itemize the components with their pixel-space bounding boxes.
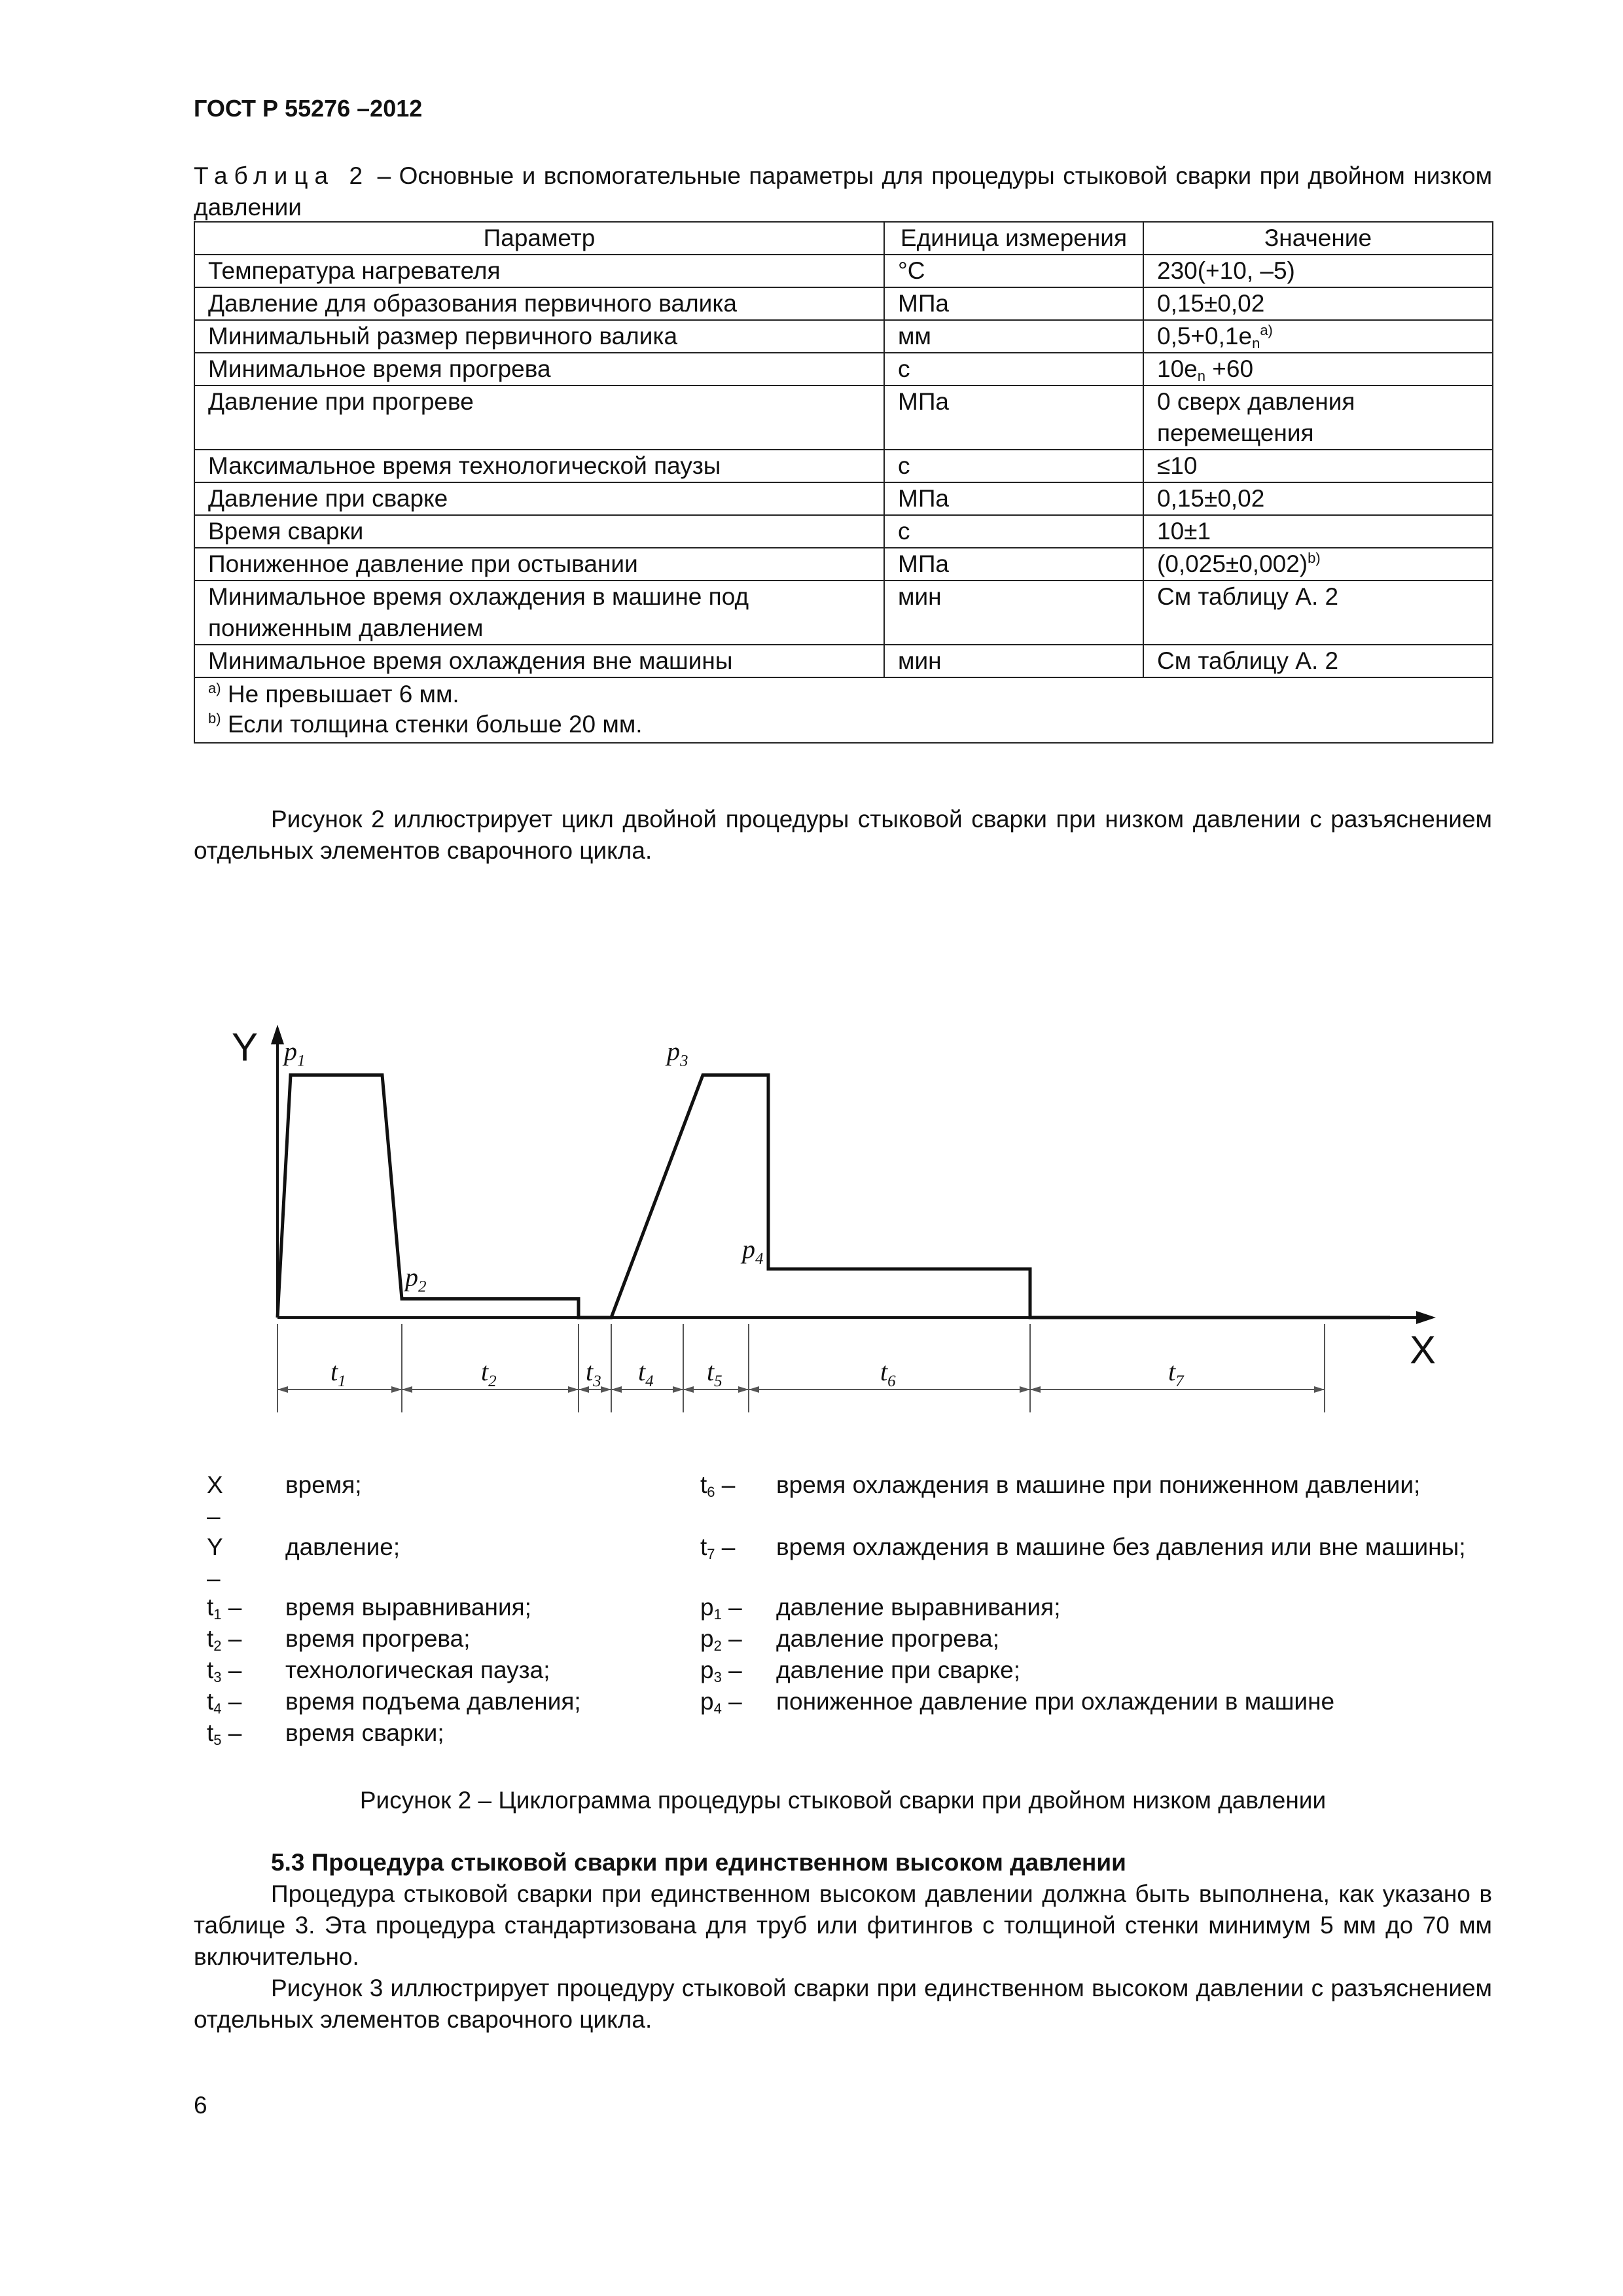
param-cell: Давление при прогреве (194, 386, 884, 450)
legend-key: $p_1$ – (700, 1594, 742, 1623)
unit-cell: с (884, 450, 1143, 482)
table-note: $^{b)}$ Если толщина стенки больше 20 мм. (208, 710, 643, 738)
dimension-arrow (579, 1386, 589, 1393)
unit-cell: МПа (884, 548, 1143, 581)
column-header: Параметр (194, 222, 884, 255)
section-5-3 (194, 1847, 1492, 2036)
legend-text: время выравнивания; (285, 1594, 531, 1621)
dimension-arrow (611, 1386, 622, 1393)
x-axis-label: X (1410, 1328, 1436, 1372)
section-heading: 5.3 Процедура стыковой сварки при единственном высоком давлении (271, 1849, 1126, 1876)
unit-cell: МПа (884, 287, 1143, 320)
column-header: Значение (1143, 222, 1493, 255)
value-cell: $(0,025\pm 0,002)^{b)}$ (1143, 548, 1493, 581)
pressure-label-p4: $p_4$ (742, 1234, 764, 1268)
value-cell: 0,15±0,02 (1143, 482, 1493, 515)
dimension-arrow (1030, 1386, 1041, 1393)
legend-key: $t_5$ – (207, 1719, 242, 1748)
dimension-arrow (1020, 1386, 1030, 1393)
legend-key: $p_3$ – (700, 1657, 742, 1685)
interval-label-t4: $t_4$ (638, 1357, 654, 1390)
legend-key: $t_7$ – (700, 1534, 736, 1562)
column-header: Единица измерения (884, 222, 1143, 255)
value-cell: 10±1 (1143, 515, 1493, 548)
unit-cell: мин (884, 645, 1143, 677)
param-cell: Давление для образования первичного валика (194, 287, 884, 320)
pressure-curve (277, 1075, 1390, 1318)
figure-caption: Рисунок 2 – Циклограмма процедуры стыковой сварки при двойном низком давлении (359, 1787, 1327, 1814)
interval-label-t5: $t_5$ (707, 1357, 722, 1390)
value-cell: ≤10 (1143, 450, 1493, 482)
legend-key: X – (207, 1471, 223, 1530)
document-header: ГОСТ Р 55276 –2012 (194, 95, 423, 122)
section-paragraph: Рисунок 3 иллюстрирует процедуру стыковой сварки при единственном высоком давлении с разъяснением отдельных элементов сварочного цикла. (194, 1975, 1492, 2033)
param-cell: Минимальный размер первичного валика (194, 320, 884, 353)
dimension-arrow (601, 1386, 611, 1393)
param-cell: Минимальное время охлаждения в машине под пониженным давлением (194, 581, 884, 645)
value-cell: $0,5+0,1e_n^{a)}$ (1143, 320, 1493, 353)
unit-cell: мин (884, 581, 1143, 645)
interval-label-t7: $t_7$ (1168, 1357, 1184, 1390)
unit-cell: МПа (884, 482, 1143, 515)
unit-cell: мм (884, 320, 1143, 353)
dimension-arrow (402, 1386, 412, 1393)
unit-cell: с (884, 353, 1143, 386)
legend-text: давление при сварке; (776, 1657, 1021, 1683)
legend-text: время подъема давления; (285, 1688, 581, 1715)
x-axis-arrow (1416, 1311, 1436, 1324)
value-cell: 230(+10, –5) (1143, 255, 1493, 287)
dimension-arrow (738, 1386, 749, 1393)
table-caption-lead: Таблица 2 (194, 162, 370, 189)
param-cell: Минимальное время охлаждения вне машины (194, 645, 884, 677)
y-axis-label: Y (232, 1025, 259, 1069)
pressure-label-p3: $p_3$ (667, 1036, 688, 1070)
table-note: $^{a)}$ Не превышает 6 мм. (208, 680, 459, 708)
legend-key: $t_4$ – (207, 1688, 242, 1717)
legend-key: $p_2$ – (700, 1625, 742, 1654)
legend-key: $t_2$ – (207, 1625, 242, 1654)
unit-cell: °C (884, 255, 1143, 287)
param-cell: Время сварки (194, 515, 884, 548)
param-cell: Минимальное время прогрева (194, 353, 884, 386)
dimension-arrow (1314, 1386, 1325, 1393)
interval-label-t6: $t_6$ (880, 1357, 896, 1390)
param-cell: Давление при сварке (194, 482, 884, 515)
legend-text: время сварки; (285, 1719, 444, 1746)
pressure-label-p2: $p_2$ (405, 1262, 427, 1296)
legend-text: давление выравнивания; (776, 1594, 1061, 1621)
legend-text: время охлаждения в машине без давления или вне машины; (776, 1534, 1466, 1560)
dimension-arrow (749, 1386, 759, 1393)
param-cell: Максимальное время технологической паузы (194, 450, 884, 482)
value-cell: $10e_n +60$ (1143, 353, 1493, 386)
legend-text: время; (285, 1471, 362, 1498)
intro-paragraph: Рисунок 2 иллюстрирует цикл двойной процедуры стыковой сварки при низком давлении с разъяснением отдельных элементов сварочного цикла. (194, 806, 1492, 864)
legend-key: $t_3$ – (207, 1657, 242, 1685)
unit-cell: с (884, 515, 1143, 548)
interval-label-t2: $t_2$ (481, 1357, 497, 1390)
interval-label-t1: $t_1$ (330, 1357, 346, 1390)
legend-key: Y – (207, 1534, 223, 1592)
dimension-arrow (673, 1386, 683, 1393)
param-cell: Температура нагревателя (194, 255, 884, 287)
param-cell: Пониженное давление при остывании (194, 548, 884, 581)
section-paragraph: Процедура стыковой сварки при единственном высоком давлении должна быть выполнена, как указано в таблице 3. Эта процедура стандартизована для труб или фитингов с толщиной стенки минимум 5 мм до 70 мм включительно. (194, 1880, 1492, 1970)
legend-key: $t_6$ – (700, 1471, 736, 1500)
unit-cell: МПа (884, 386, 1143, 450)
legend-key: $p_4$ – (700, 1688, 742, 1717)
y-axis-arrow (271, 1025, 284, 1045)
value-cell: См таблицу А. 2 (1143, 645, 1493, 677)
legend-text: пониженное давление при охлаждении в машине (776, 1688, 1335, 1715)
legend-text: давление; (285, 1534, 401, 1560)
legend-key: $t_1$ – (207, 1594, 242, 1623)
pressure-label-p1: $p_1$ (284, 1036, 306, 1070)
dimension-arrow (277, 1386, 288, 1393)
legend-text: давление прогрева; (776, 1625, 1000, 1652)
legend-text: время прогрева; (285, 1625, 471, 1652)
value-cell: См таблицу А. 2 (1143, 581, 1493, 645)
dimension-arrow (568, 1386, 579, 1393)
value-cell: 0 сверх давления перемещения (1143, 386, 1493, 450)
dimension-arrow (391, 1386, 402, 1393)
value-cell: 0,15±0,02 (1143, 287, 1493, 320)
legend-text: технологическая пауза; (285, 1657, 550, 1683)
dimension-arrow (683, 1386, 694, 1393)
page-number: 6 (194, 2092, 207, 2119)
table-caption-text: – Основные и вспомогательные параметры для процедуры стыковой сварки при двойном низком давлении (194, 162, 1493, 221)
interval-label-t3: $t_3$ (586, 1357, 601, 1390)
legend-text: время охлаждения в машине при пониженном давлении; (776, 1471, 1421, 1498)
